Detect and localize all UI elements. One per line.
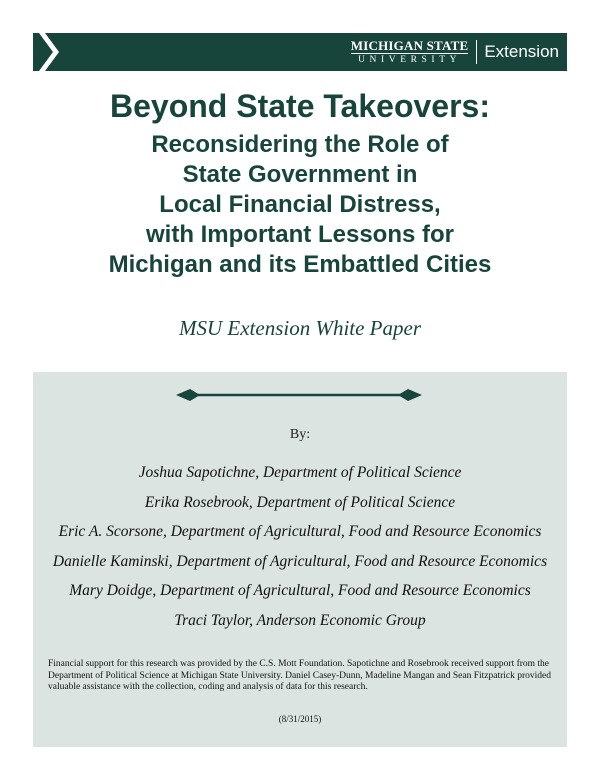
chevron-right-icon (33, 33, 73, 71)
author-item: Joshua Sapotichne, Department of Political Science (138, 464, 462, 481)
funding-note: Financial support for this research was provided by the C.S. Mott Foundation. Sapotichne and Rosebrook received support from the Department of Political Science at Michigan State University. Daniel Casey-Dunn, Madeline Mangan and Sean Fitzpatrick provided valuable assistance with the collection, coding and analysis of data for this research. (48, 659, 552, 692)
subtitle-line: Reconsidering the Role of (151, 131, 449, 158)
header-banner (33, 33, 567, 71)
university-name-line2: UNIVERSITY (358, 54, 462, 65)
logo-divider (476, 40, 477, 64)
author-item: Danielle Kaminski, Department of Agricultural, Food and Resource Economics (52, 552, 548, 570)
author-item: Erika Rosebrook, Department of Political Science (144, 493, 456, 511)
author-item: Mary Doidge, Department of Agricultural, Food and Resource Economics (69, 582, 531, 599)
document-title: Beyond State Takeovers: (110, 88, 490, 124)
university-wordmark (351, 39, 469, 66)
msu-extension-logo (351, 37, 559, 67)
author-item: Eric A. Scorsone, Department of Agricultural, Food and Resource Economics (58, 523, 542, 540)
extension-label: Extension (484, 42, 559, 61)
credits-panel (33, 372, 567, 747)
document-subtitle (0, 130, 600, 280)
by-label: By: (289, 427, 311, 442)
author-item: Traci Taylor, Anderson Economic Group (174, 611, 426, 629)
publication-date: (8/31/2015) (278, 714, 322, 724)
subtitle-line: State Government in (182, 161, 418, 188)
series-label: MSU Extension White Paper (178, 316, 422, 340)
subtitle-line: Local Financial Distress, (159, 191, 441, 218)
author-list (33, 458, 567, 635)
university-name-line1: MICHIGAN STATE (350, 37, 469, 53)
subtitle-line: Michigan and its Embattled Cities (108, 251, 492, 278)
ornament-divider-icon (176, 387, 422, 403)
subtitle-line: with Important Lessons for (145, 221, 454, 248)
